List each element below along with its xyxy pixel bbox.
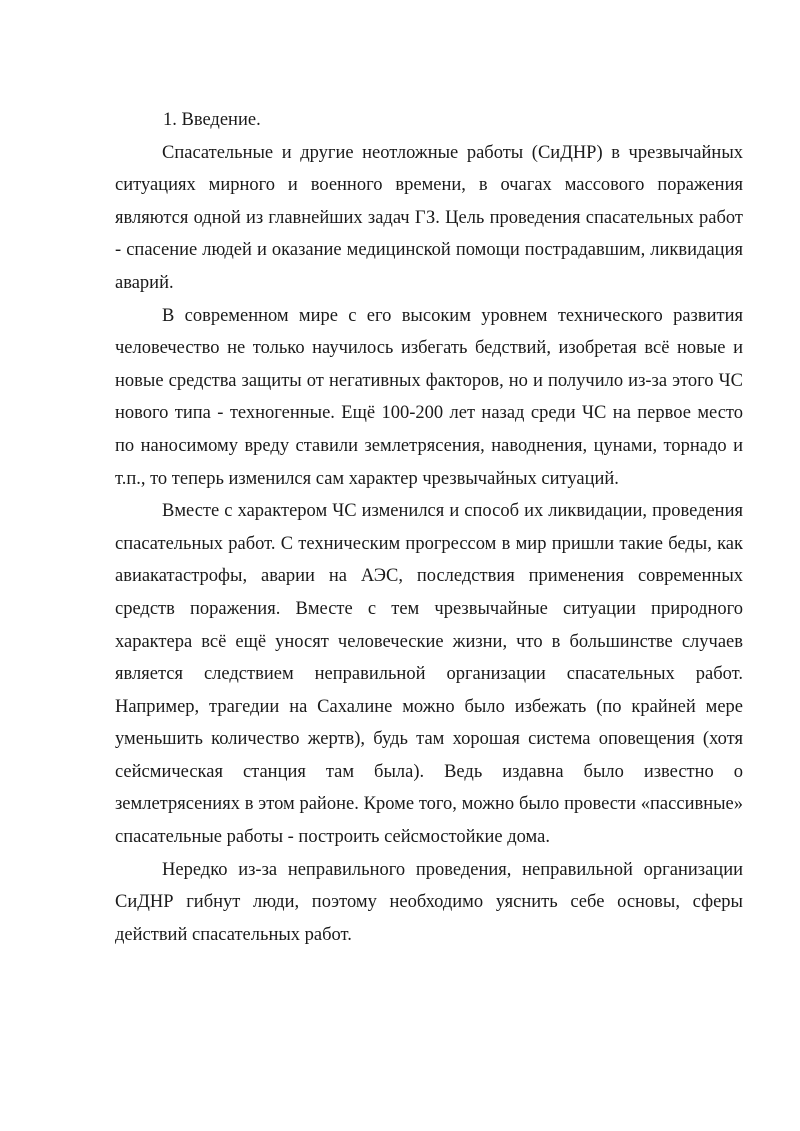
section-heading: 1. Введение. <box>163 110 261 130</box>
document-body <box>115 104 743 951</box>
paragraph-4: Нередко из-за неправильного проведения, неправильной организации СиДНР гибнут люди, поэтому необходимо уяснить себе основы, сферы действий спасательных работ. <box>115 859 743 945</box>
paragraph-3: Вместе с характером ЧС изменился и способ их ликвидации, проведения спасательных работ. С техническим прогрессом в мир пришли такие беды, как авиакатастрофы, аварии на АЭС, последствия применения современных средств поражения. Вместе с тем чрезвычайные ситуации природного характера всё ещё уносят человеческие жизни, что в большинстве случаев является следствием неправильной организации спасательных работ. Например, трагедии на Сахалине можно было избежать (по крайней мере уменьшить количество жертв), будь там хорошая система оповещения (хотя сейсмическая станция там была). Ведь издавна было известно о землетрясениях в этом районе. Кроме того, можно было провести «пассивные» спасательные работы - построить сейсмостойкие дома. <box>115 501 743 848</box>
paragraph-1: Спасательные и другие неотложные работы (СиДНР) в чрезвычайных ситуациях мирного и военного времени, в очагах массового поражения являются одной из главнейших задач ГЗ. Цель проведения спасательных работ - спасение людей и оказание медицинской помощи пострадавшим, ликвидация аварий. <box>115 142 743 293</box>
paragraph-2: В современном мире с его высоким уровнем технического развития человечество не только научилось избегать бедствий, изобретая всё новые и новые средства защиты от негативных факторов, но и получило из-за этого ЧС нового типа - техногенные. Ещё 100-200 лет назад среди ЧС на первое место по наносимому вреду ставили землетрясения, наводнения, цунами, торнадо и т.п., то теперь изменился сам характер чрезвычайных ситуаций. <box>115 305 743 489</box>
